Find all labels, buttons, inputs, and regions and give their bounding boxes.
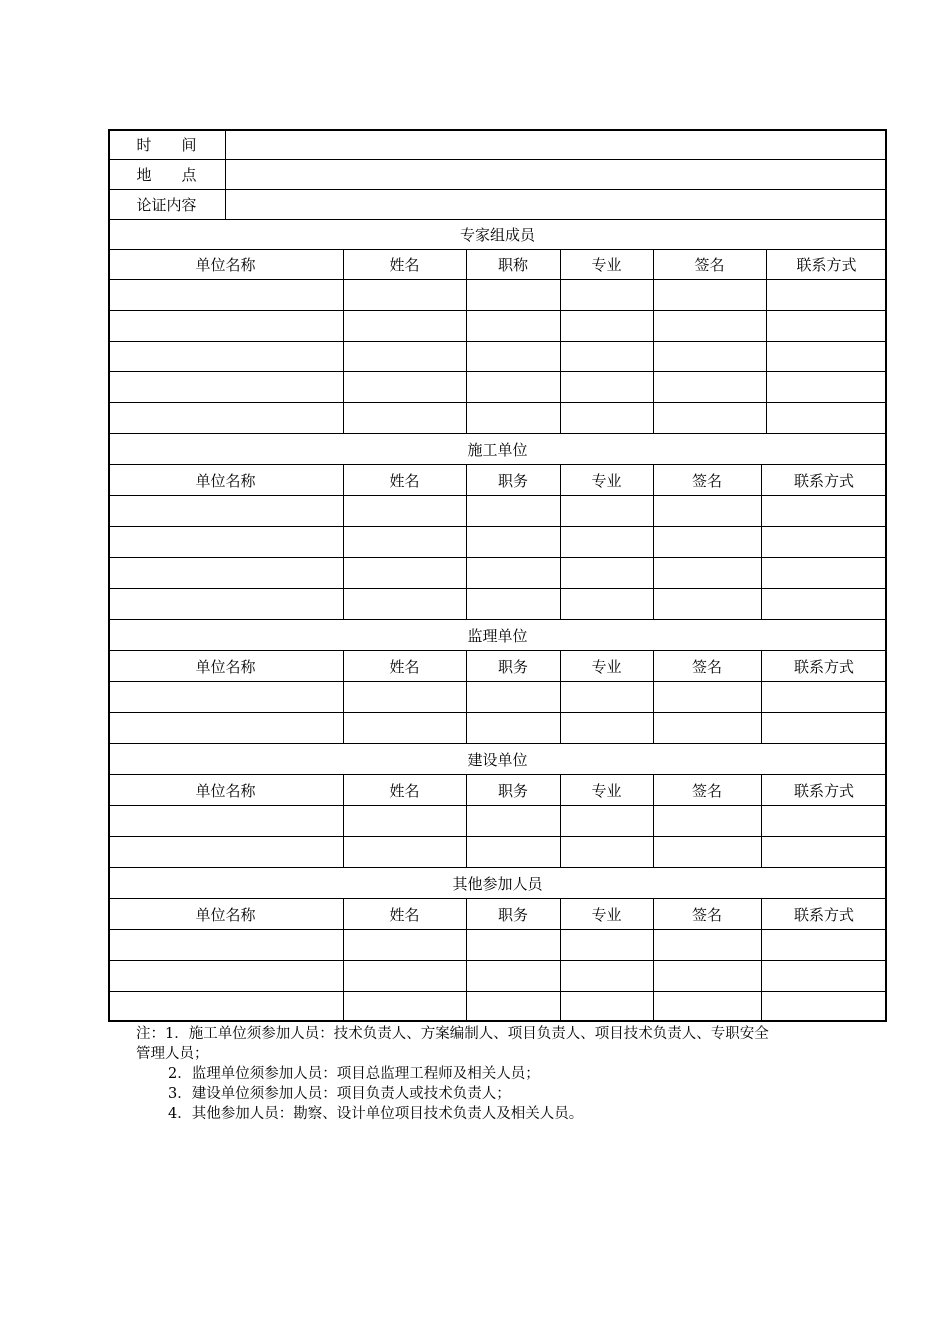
section-title-row: [108, 868, 887, 898]
section-title-row: [108, 620, 887, 650]
header-row: [108, 465, 887, 495]
header-name: 姓名: [389, 471, 420, 490]
header-specialty: 专业: [591, 905, 622, 924]
divider: [108, 929, 887, 930]
section-title-row: [108, 434, 887, 464]
note-line-4: 4．其他参加人员：勘察、设计单位项目技术负责人及相关人员。: [168, 1106, 584, 1122]
section-title-row: [108, 744, 887, 774]
header-row: [108, 899, 887, 929]
header-signature: 签名: [691, 657, 722, 676]
note-line-1: 注：1．施工单位须参加人员：技术负责人、方案编制人、项目负责人、项目技术负责人、专职安全: [136, 1026, 769, 1042]
header-title: 职称: [497, 256, 528, 274]
divider: [108, 495, 887, 496]
header-unit-name: 单位名称: [195, 657, 256, 676]
note-line-2: 2．监理单位须参加人员：项目总监理工程师及相关人员；: [168, 1066, 540, 1082]
header-signature: 签名: [694, 256, 725, 274]
divider: [108, 805, 887, 806]
header-unit-name: 单位名称: [195, 471, 256, 490]
divider: [108, 681, 887, 682]
notes-block: [136, 1024, 876, 1124]
content-label: 论证内容: [136, 196, 197, 214]
header-row: [108, 775, 887, 805]
header-name: 姓名: [389, 781, 420, 800]
header-unit-name: 单位名称: [195, 781, 256, 800]
header-contact: 联系方式: [793, 471, 854, 490]
header-signature: 签名: [691, 471, 722, 490]
header-row: [108, 651, 887, 681]
section-title-client: 建设单位: [467, 750, 528, 769]
section-title-others: 其他参加人员: [452, 874, 543, 893]
divider: [108, 341, 887, 342]
header-specialty: 专业: [591, 471, 622, 490]
header-position: 职务: [497, 781, 528, 800]
header-row: [108, 250, 887, 279]
header-contact: 联系方式: [793, 657, 854, 676]
header-signature: 签名: [691, 905, 722, 924]
divider: [108, 557, 887, 558]
header-position: 职务: [497, 905, 528, 924]
note-line-1-continued: 管理人员；: [136, 1046, 209, 1062]
divider: [108, 588, 887, 589]
divider: [225, 130, 226, 219]
header-specialty: 专业: [591, 781, 622, 800]
header-name: 姓名: [389, 657, 420, 676]
divider: [108, 279, 887, 280]
section-title-experts: 专家组成员: [459, 226, 535, 244]
header-specialty: 专业: [591, 657, 622, 676]
header-position: 职务: [497, 657, 528, 676]
section-title-row: [108, 220, 887, 249]
time-label: 时 间: [136, 136, 197, 154]
divider: [108, 371, 887, 372]
header-specialty: 专业: [591, 256, 622, 274]
divider: [108, 526, 887, 527]
header-contact: 联系方式: [793, 905, 854, 924]
place-value-field[interactable]: [225, 160, 887, 189]
time-value-field[interactable]: [225, 130, 887, 159]
section-title-supervision: 监理单位: [467, 626, 528, 645]
place-label: 地 点: [136, 166, 197, 184]
divider: [108, 402, 887, 403]
divider: [108, 836, 887, 837]
header-name: 姓名: [389, 905, 420, 924]
divider: [108, 712, 887, 713]
header-signature: 签名: [691, 781, 722, 800]
header-unit-name: 单位名称: [195, 905, 256, 924]
header-unit-name: 单位名称: [195, 256, 256, 274]
header-contact: 联系方式: [796, 256, 857, 274]
header-contact: 联系方式: [793, 781, 854, 800]
divider: [108, 960, 887, 961]
header-name: 姓名: [389, 256, 420, 274]
content-value-field[interactable]: [225, 190, 887, 219]
divider: [108, 310, 887, 311]
header-position: 职务: [497, 471, 528, 490]
note-line-3: 3．建设单位须参加人员：项目负责人或技术负责人；: [168, 1086, 511, 1102]
section-title-construction: 施工单位: [467, 440, 528, 459]
divider: [108, 991, 887, 992]
